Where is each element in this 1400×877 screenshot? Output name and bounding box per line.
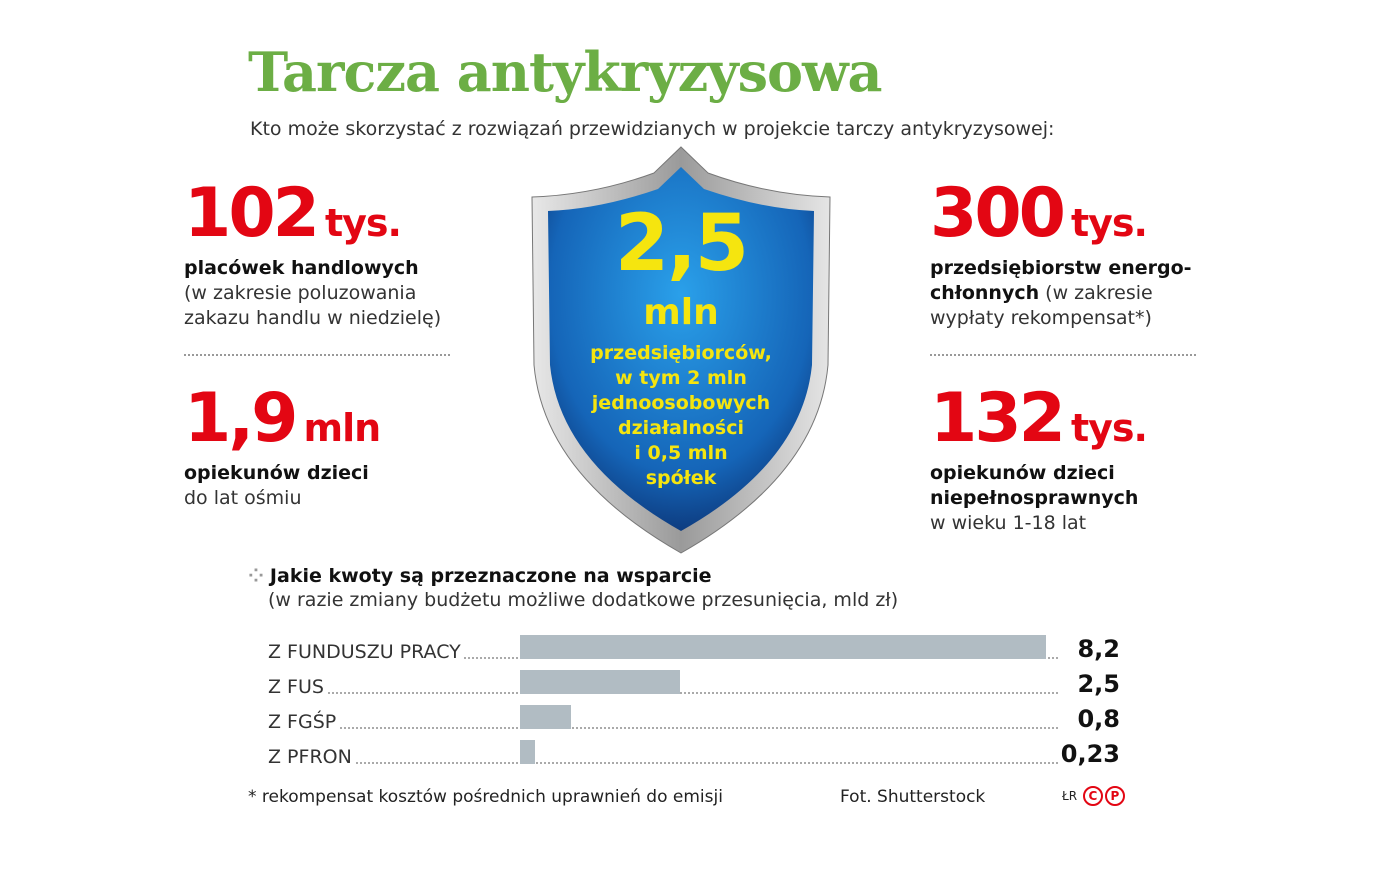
bar bbox=[520, 635, 1046, 659]
shield-unit: mln bbox=[643, 292, 719, 333]
bar-value-label: 0,8 bbox=[1074, 705, 1120, 733]
bar bbox=[520, 740, 535, 764]
stat-unit: tys. bbox=[324, 201, 401, 245]
divider bbox=[184, 354, 450, 356]
publisher-icon: P bbox=[1105, 786, 1125, 806]
logo-initials: ŁR bbox=[1062, 789, 1078, 803]
bar-row bbox=[268, 668, 1120, 698]
bar-value-label: 2,5 bbox=[1074, 670, 1120, 698]
bullet-icon: ⁘ bbox=[248, 565, 264, 587]
stat-number: 132 bbox=[930, 379, 1063, 458]
subtitle: Kto może skorzystać z rozwiązań przewidzianych w projekcie tarczy antykryzysowej: bbox=[250, 118, 1055, 140]
stat-parents bbox=[184, 379, 484, 511]
title: Tarcza antykryzysowa bbox=[248, 40, 882, 104]
divider bbox=[930, 354, 1196, 356]
chart-subtitle: (w razie zmiany budżetu możliwe dodatkowe przesunięcia, mld zł) bbox=[268, 589, 899, 611]
bar bbox=[520, 705, 571, 729]
leader-line bbox=[268, 727, 1058, 729]
shield bbox=[528, 145, 834, 555]
shield-line: i 0,5 mln bbox=[634, 442, 728, 464]
stat-detail: w wieku 1-18 lat bbox=[930, 512, 1087, 534]
stat-unit: tys. bbox=[1070, 201, 1147, 245]
chart-header bbox=[248, 565, 898, 611]
stat-label: opiekunów dzieci bbox=[184, 462, 369, 484]
photo-credit: Fot. Shutterstock bbox=[840, 787, 986, 807]
copyright-icon: C bbox=[1083, 786, 1103, 806]
shield-line: w tym 2 mln bbox=[615, 367, 747, 389]
stat-unit: tys. bbox=[1070, 406, 1147, 450]
bar-label: Z FGŚP bbox=[268, 711, 337, 733]
leader-line bbox=[268, 762, 1058, 764]
chart-title: Jakie kwoty są przeznaczone na wsparcie bbox=[269, 565, 712, 587]
shield-line: przedsiębiorców, bbox=[590, 342, 772, 364]
footnote: * rekompensat kosztów pośrednich uprawnień do emisji bbox=[248, 787, 723, 807]
shield-desc bbox=[528, 341, 834, 491]
stat-detail: (w zakresie poluzowania zakazu handlu w niedzielę) bbox=[184, 282, 442, 329]
bar-row bbox=[268, 738, 1120, 768]
publisher-logo bbox=[1062, 786, 1125, 806]
stat-label: opiekunów dzieci niepełnosprawnych bbox=[930, 462, 1139, 509]
shield-line: jednoosobowych bbox=[591, 392, 771, 414]
shield-number: 2,5 bbox=[614, 199, 748, 289]
stat-retail bbox=[184, 174, 484, 331]
stat-detail: do lat ośmiu bbox=[184, 487, 302, 509]
stat-detail: (w zakresie wypłaty rekompensat*) bbox=[930, 282, 1153, 329]
stat-label: przedsiębiorstw energo-chłonnych bbox=[930, 257, 1192, 304]
stat-disabled-parents bbox=[930, 379, 1210, 536]
stat-energy bbox=[930, 174, 1210, 331]
stat-label: placówek handlowych bbox=[184, 257, 419, 279]
stat-number: 300 bbox=[930, 174, 1063, 253]
stat-number: 1,9 bbox=[184, 379, 296, 458]
bar-value-label: 8,2 bbox=[1074, 635, 1120, 663]
shield-line: działalności bbox=[617, 417, 745, 439]
bar bbox=[520, 670, 680, 694]
bar-value-label: 0,23 bbox=[1058, 740, 1120, 768]
bar-row bbox=[268, 703, 1120, 733]
bar-label: Z FUNDUSZU PRACY bbox=[268, 641, 461, 663]
bar-label: Z PFRON bbox=[268, 746, 352, 768]
bar-row bbox=[268, 633, 1120, 663]
shield-line: spółek bbox=[645, 467, 717, 489]
stat-number: 102 bbox=[184, 174, 317, 253]
stat-unit: mln bbox=[303, 406, 381, 450]
bar-label: Z FUS bbox=[268, 676, 324, 698]
